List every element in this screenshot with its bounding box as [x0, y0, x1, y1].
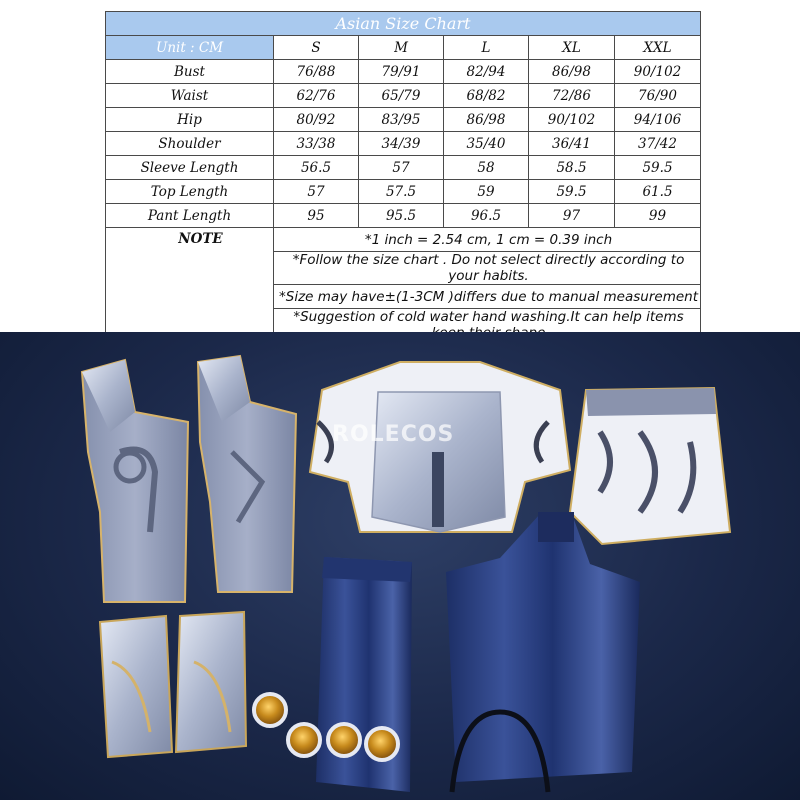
table-cell: 72/86	[529, 84, 615, 108]
row-label: Bust	[106, 60, 274, 84]
table-cell: 61.5	[615, 180, 701, 204]
table-row	[106, 60, 701, 84]
chart-title: Asian Size Chart	[106, 12, 701, 36]
note-label: NOTE	[106, 228, 274, 342]
size-chart-section	[0, 0, 800, 332]
table-cell: 82/94	[444, 60, 529, 84]
row-label: Hip	[106, 108, 274, 132]
table-cell: 76/88	[274, 60, 359, 84]
table-cell: 59.5	[529, 180, 615, 204]
table-cell: 80/92	[274, 108, 359, 132]
table-cell: 86/98	[529, 60, 615, 84]
note-text: *Suggestion of cold water hand washing.It can help items	[274, 309, 701, 342]
leg-armor-right	[198, 356, 296, 592]
table-cell: 99	[615, 204, 701, 228]
watermark: ROLECOS	[332, 422, 455, 447]
row-label: Shoulder	[106, 132, 274, 156]
bodysuit	[446, 512, 640, 782]
table-cell: 58.5	[529, 156, 615, 180]
table-cell: 86/98	[444, 108, 529, 132]
table-cell: 68/82	[444, 84, 529, 108]
row-label: Sleeve Length	[106, 156, 274, 180]
table-cell: 35/40	[444, 132, 529, 156]
table-row	[106, 204, 701, 228]
skirt	[570, 388, 730, 544]
table-cell: 57	[274, 180, 359, 204]
boot-cover-right	[176, 612, 246, 752]
table-cell: 58	[444, 156, 529, 180]
table-cell: 76/90	[615, 84, 701, 108]
table-cell: 62/76	[274, 84, 359, 108]
table-cell: 57	[359, 156, 444, 180]
table-row	[106, 180, 701, 204]
note-text: *Follow the size chart . Do not select directly according to your habits.	[274, 252, 701, 285]
table-cell: 59.5	[615, 156, 701, 180]
table-cell: 37/42	[615, 132, 701, 156]
size-header: XL	[529, 36, 615, 60]
table-cell: 65/79	[359, 84, 444, 108]
leg-armor-left	[82, 360, 188, 602]
boot-cover-left	[100, 616, 172, 757]
size-header: S	[274, 36, 359, 60]
product-photo	[0, 332, 800, 800]
unit-label: Unit : CM	[106, 36, 274, 60]
table-cell: 79/91	[359, 60, 444, 84]
row-label: Top Length	[106, 180, 274, 204]
note-text: *Size may have±(1-3CM )differs due to manual measurement	[274, 285, 701, 309]
row-label: Waist	[106, 84, 274, 108]
table-row	[106, 108, 701, 132]
table-row	[106, 84, 701, 108]
header-row	[106, 36, 701, 60]
row-label: Pant Length	[106, 204, 274, 228]
table-cell: 97	[529, 204, 615, 228]
note-row	[106, 228, 701, 252]
table-cell: 96.5	[444, 204, 529, 228]
table-cell: 34/39	[359, 132, 444, 156]
table-cell: 90/102	[615, 60, 701, 84]
table-row	[106, 156, 701, 180]
size-header: L	[444, 36, 529, 60]
note-text: *1 inch = 2.54 cm, 1 cm = 0.39 inch	[274, 228, 701, 252]
size-header: M	[359, 36, 444, 60]
table-cell: 56.5	[274, 156, 359, 180]
shorts	[316, 557, 412, 792]
crop-top	[310, 362, 570, 532]
title-row	[106, 12, 701, 36]
table-cell: 90/102	[529, 108, 615, 132]
table-cell: 94/106	[615, 108, 701, 132]
table-cell: 57.5	[359, 180, 444, 204]
table-cell: 59	[444, 180, 529, 204]
table-cell: 33/38	[274, 132, 359, 156]
size-header: XXL	[615, 36, 701, 60]
table-cell: 95	[274, 204, 359, 228]
table-cell: 36/41	[529, 132, 615, 156]
table-row	[106, 132, 701, 156]
costume-pieces-illustration	[0, 332, 800, 800]
size-chart-table	[105, 11, 701, 342]
table-cell: 83/95	[359, 108, 444, 132]
table-cell: 95.5	[359, 204, 444, 228]
